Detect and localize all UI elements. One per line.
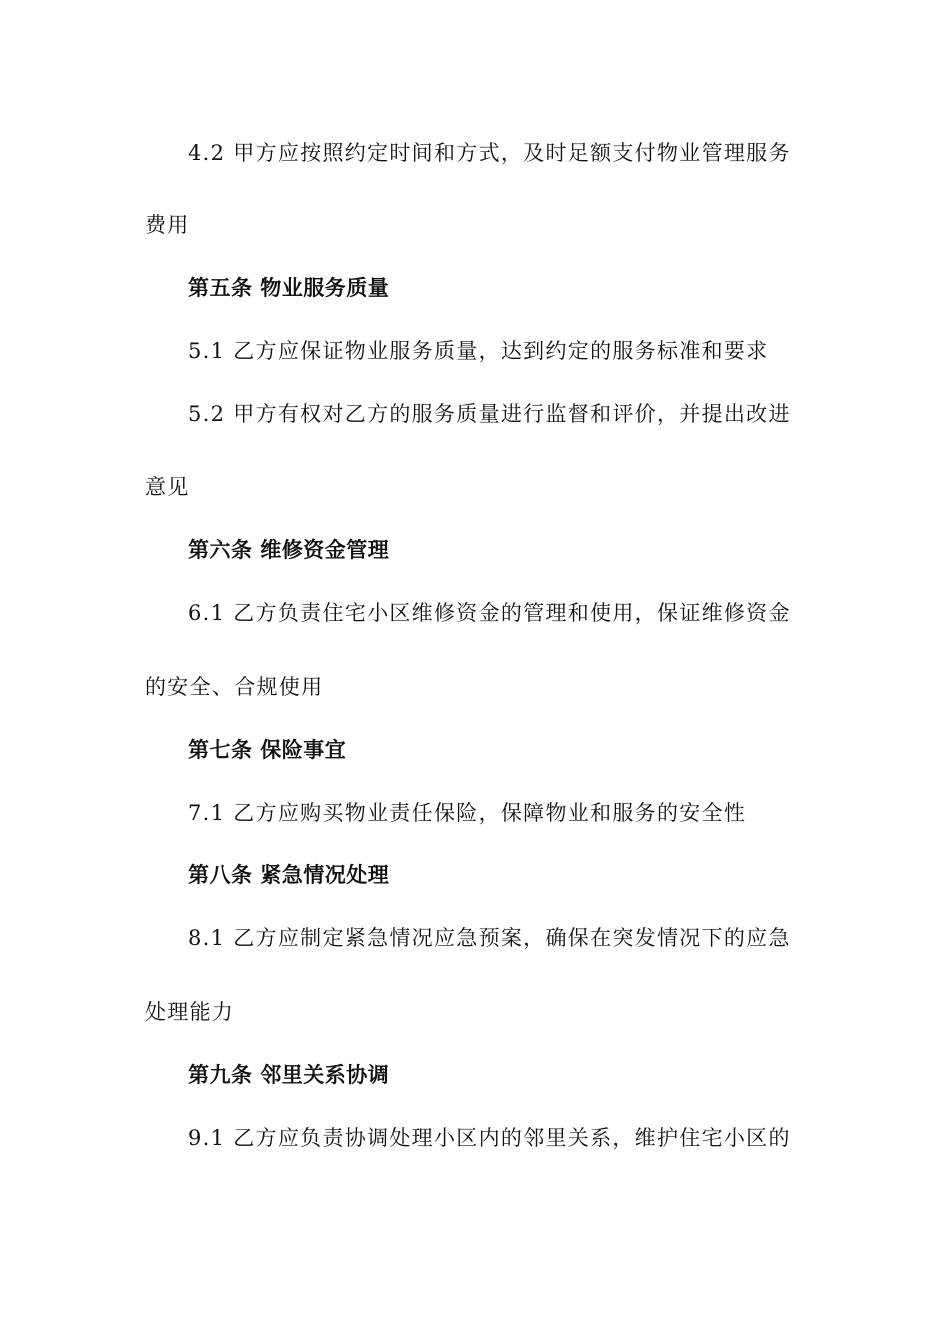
paragraph-4-2-line-2: 费用 xyxy=(145,213,190,237)
paragraph-7-1-line-1: 7.1 乙方应购买物业责任保险，保障物业和服务的安全性 xyxy=(188,801,747,825)
article-6-heading: 第六条 维修资金管理 xyxy=(188,538,390,562)
paragraph-4-2-line-1: 4.2 甲方应按照约定时间和方式，及时足额支付物业管理服务 xyxy=(188,141,791,165)
article-5-heading: 第五条 物业服务质量 xyxy=(188,276,390,300)
article-8-heading: 第八条 紧急情况处理 xyxy=(188,863,390,887)
paragraph-6-1-line-1: 6.1 乙方负责住宅小区维修资金的管理和使用，保证维修资金 xyxy=(188,601,791,625)
paragraph-8-1-line-2: 处理能力 xyxy=(145,1000,235,1024)
paragraph-5-1-line-1: 5.1 乙方应保证物业服务质量，达到约定的服务标准和要求 xyxy=(188,339,769,363)
paragraph-5-2-line-2: 意见 xyxy=(145,475,190,499)
paragraph-8-1-line-1: 8.1 乙方应制定紧急情况应急预案，确保在突发情况下的应急 xyxy=(188,926,791,950)
article-7-heading: 第七条 保险事宜 xyxy=(188,738,347,762)
paragraph-6-1-line-2: 的安全、合规使用 xyxy=(145,675,324,699)
paragraph-9-1-line-1: 9.1 乙方应负责协调处理小区内的邻里关系，维护住宅小区的 xyxy=(188,1126,791,1150)
article-9-heading: 第九条 邻里关系协调 xyxy=(188,1063,390,1087)
paragraph-5-2-line-1: 5.2 甲方有权对乙方的服务质量进行监督和评价，并提出改进 xyxy=(188,402,791,426)
